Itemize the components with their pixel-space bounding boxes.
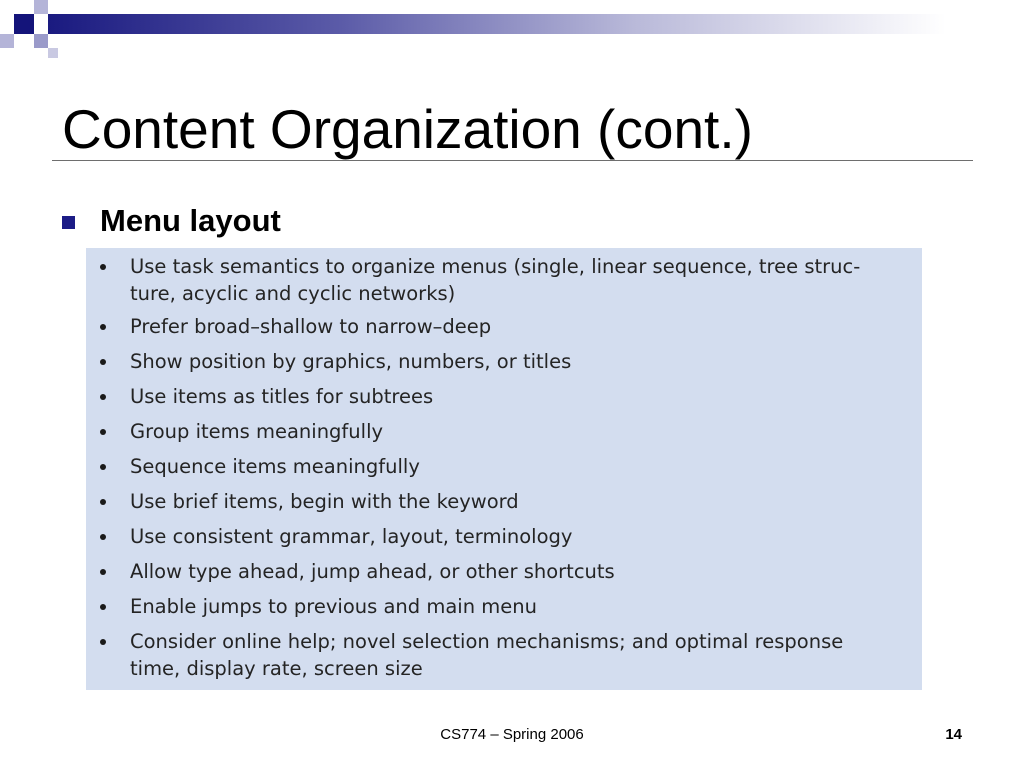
list-item-line: Enable jumps to previous and main menu <box>130 595 537 618</box>
list-item-line: Allow type ahead, jump ahead, or other shortcuts <box>130 560 615 583</box>
decor-square <box>14 14 34 34</box>
bullet-text: Menu layout <box>100 203 281 238</box>
bullet-dot-icon <box>100 264 106 270</box>
bullet-dot-icon <box>100 429 106 435</box>
list-item-line: Use brief items, begin with the keyword <box>130 490 519 513</box>
footer-text: CS774 – Spring 2006 <box>440 726 584 743</box>
guidelines-panel <box>86 248 922 690</box>
list-item-line: Show position by graphics, numbers, or titles <box>130 350 572 373</box>
list-item-line: Prefer broad–shallow to narrow–deep <box>130 315 492 338</box>
list-item-line: Use items as titles for subtrees <box>130 385 434 408</box>
bullet-dot-icon <box>100 534 106 540</box>
page-number: 14 <box>945 726 962 743</box>
list-item-line: ture, acyclic and cyclic networks) <box>130 282 456 305</box>
bullet-dot-icon <box>100 464 106 470</box>
bullet-dot-icon <box>100 499 106 505</box>
list-item-line: time, display rate, screen size <box>130 657 423 680</box>
bullet-dot-icon <box>100 639 106 645</box>
bullet-dot-icon <box>100 324 106 330</box>
bullet-dot-icon <box>100 604 106 610</box>
list-item-line: Use task semantics to organize menus (single, linear sequence, tree struc- <box>130 255 861 278</box>
decor-square <box>34 34 48 48</box>
square-bullet-icon <box>62 216 75 229</box>
list-item-line: Use consistent grammar, layout, terminology <box>130 525 573 548</box>
bullet-dot-icon <box>100 359 106 365</box>
list-item-line: Consider online help; novel selection mechanisms; and optimal response <box>130 630 844 653</box>
slide-title: Content Organization (cont.) <box>62 98 753 160</box>
decor-square <box>34 0 48 14</box>
bullet-dot-icon <box>100 569 106 575</box>
header-decoration <box>0 0 1024 62</box>
title-divider <box>52 160 973 161</box>
decor-square <box>0 34 14 48</box>
main-bullet <box>62 203 281 239</box>
header-gradient-band <box>48 14 1024 34</box>
list-item-line: Group items meaningfully <box>130 420 384 443</box>
decor-square <box>48 48 58 58</box>
list-item-line: Sequence items meaningfully <box>130 455 420 478</box>
bullet-dot-icon <box>100 394 106 400</box>
